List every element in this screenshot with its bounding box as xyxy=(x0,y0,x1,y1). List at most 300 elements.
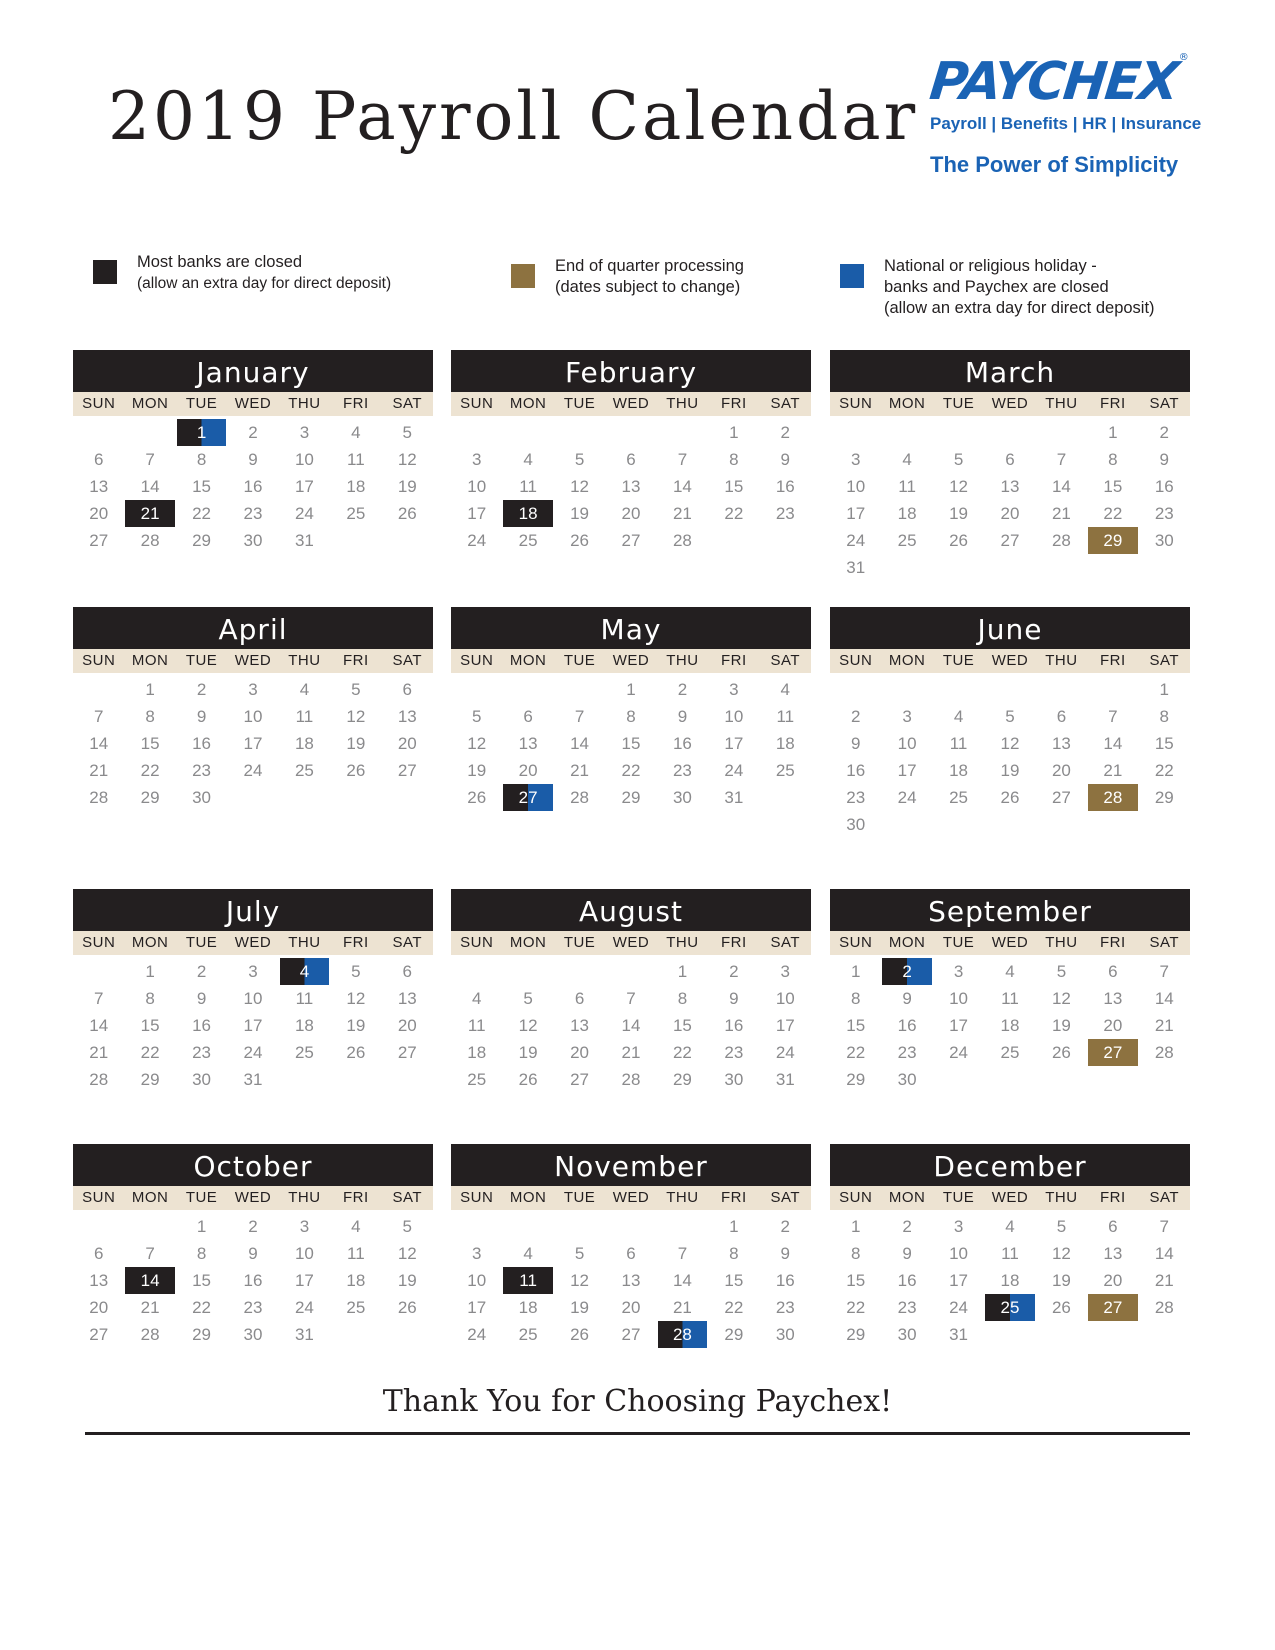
weekday-label: MON xyxy=(509,652,547,669)
day: 22 xyxy=(1154,761,1174,780)
day: 12 xyxy=(467,734,487,753)
month-may xyxy=(451,607,811,811)
empty-cell xyxy=(125,1213,174,1240)
empty-cell xyxy=(74,676,123,703)
day: 21 xyxy=(89,1043,109,1062)
day: 22 xyxy=(846,1043,866,1062)
day-holiday: 28 xyxy=(658,1321,707,1348)
day: 30 xyxy=(192,1070,212,1089)
empty-cell xyxy=(831,419,880,446)
weekday-label: TUE xyxy=(185,1189,218,1206)
day: 10 xyxy=(294,450,314,469)
day: 21 xyxy=(1154,1016,1174,1035)
day: 15 xyxy=(192,1271,212,1290)
day: 18 xyxy=(346,1271,366,1290)
day: 30 xyxy=(192,788,212,807)
day: 10 xyxy=(467,1271,487,1290)
day: 1 xyxy=(145,962,155,981)
day: 18 xyxy=(1000,1271,1020,1290)
legend-holiday xyxy=(840,256,1155,319)
legend-holiday-line2: banks and Paychex are closed xyxy=(884,278,1109,296)
day: 25 xyxy=(897,531,917,550)
month-october xyxy=(73,1144,433,1348)
weekday-label: TUE xyxy=(942,934,975,951)
day: 4 xyxy=(523,450,533,469)
day: 24 xyxy=(846,531,866,550)
day: 30 xyxy=(775,1325,795,1344)
empty-cell xyxy=(503,1213,552,1240)
day: 1 xyxy=(626,680,636,699)
day: 22 xyxy=(724,1298,744,1317)
day: 10 xyxy=(949,989,969,1008)
day: 11 xyxy=(519,477,537,496)
weekday-label: THU xyxy=(666,934,699,951)
day: 8 xyxy=(145,707,155,726)
day: 20 xyxy=(397,1016,417,1035)
month-title: September xyxy=(830,889,1190,931)
day: 2 xyxy=(729,962,739,981)
day-holiday: 2 xyxy=(882,958,931,985)
day: 29 xyxy=(192,531,212,550)
day: 28 xyxy=(1154,1298,1174,1317)
day: 16 xyxy=(1154,477,1174,496)
day: 1 xyxy=(145,680,155,699)
day: 18 xyxy=(775,734,795,753)
day: 6 xyxy=(626,1244,636,1263)
weekday-label: SUN xyxy=(82,1189,116,1206)
day: 20 xyxy=(89,1298,109,1317)
day: 5 xyxy=(351,680,361,699)
weekday-label: SAT xyxy=(1149,652,1180,669)
day: 20 xyxy=(518,761,538,780)
day-grid xyxy=(73,1213,433,1348)
weekday-label: SUN xyxy=(82,652,116,669)
weekday-label: FRI xyxy=(343,395,369,412)
empty-cell xyxy=(452,676,501,703)
day: 21 xyxy=(89,761,109,780)
month-title: March xyxy=(830,350,1190,392)
day: 4 xyxy=(351,423,361,442)
day: 29 xyxy=(140,788,160,807)
day: 1 xyxy=(196,1217,207,1236)
day: 29 xyxy=(672,1070,692,1089)
day: 2 xyxy=(780,1217,790,1236)
day-grid xyxy=(451,958,811,1093)
day-grid xyxy=(73,419,433,554)
day: 9 xyxy=(729,989,739,1008)
day: 20 xyxy=(621,1298,641,1317)
day: 25 xyxy=(949,788,969,807)
day: 1 xyxy=(850,962,861,981)
weekday-label: THU xyxy=(288,1189,321,1206)
day: 8 xyxy=(677,989,688,1008)
weekday-label: THU xyxy=(288,934,321,951)
day: 3 xyxy=(471,1244,482,1263)
day: 12 xyxy=(518,1016,538,1035)
day: 14 xyxy=(672,477,692,496)
weekday-header-row xyxy=(73,1186,433,1210)
day: 31 xyxy=(294,531,314,550)
day: 13 xyxy=(397,989,417,1008)
day: 28 xyxy=(672,531,692,550)
day: 4 xyxy=(902,450,912,469)
weekday-header-row xyxy=(830,931,1190,955)
legend-quarter-line2: (dates subject to change) xyxy=(555,278,741,296)
day-grid xyxy=(451,419,811,554)
weekday-label: MON xyxy=(888,395,926,412)
legend-holiday-line1: National or religious holiday - xyxy=(884,257,1097,275)
day: 28 xyxy=(1051,531,1071,550)
weekday-label: SAT xyxy=(770,395,801,412)
weekday-label: THU xyxy=(288,652,321,669)
day: 26 xyxy=(397,1298,417,1317)
empty-cell xyxy=(934,419,983,446)
day: 27 xyxy=(621,531,641,550)
day: 21 xyxy=(672,504,692,523)
day: 5 xyxy=(574,450,585,469)
day: 31 xyxy=(846,558,866,577)
month-title: February xyxy=(451,350,811,392)
weekday-label: MON xyxy=(888,652,926,669)
day: 23 xyxy=(672,761,692,780)
day: 30 xyxy=(243,1325,263,1344)
weekday-header-row xyxy=(451,931,811,955)
day: 21 xyxy=(1051,504,1071,523)
day: 12 xyxy=(397,450,417,469)
day: 26 xyxy=(570,1325,590,1344)
day: 8 xyxy=(729,450,739,469)
day: 27 xyxy=(397,761,417,780)
day: 15 xyxy=(1154,734,1174,753)
weekday-label: FRI xyxy=(1100,1189,1126,1206)
day: 10 xyxy=(775,989,795,1008)
empty-cell xyxy=(606,1213,655,1240)
day: 16 xyxy=(897,1271,917,1290)
day: 29 xyxy=(846,1070,866,1089)
day: 25 xyxy=(294,1043,314,1062)
day-holiday: 4 xyxy=(280,958,329,985)
day: 12 xyxy=(1000,734,1020,753)
weekday-label: WED xyxy=(234,652,272,669)
weekday-label: TUE xyxy=(563,1189,596,1206)
day: 13 xyxy=(518,734,538,753)
day: 7 xyxy=(677,450,688,469)
day: 11 xyxy=(898,477,916,496)
day: 3 xyxy=(471,450,482,469)
weekday-label: SAT xyxy=(392,1189,423,1206)
day: 3 xyxy=(299,1217,310,1236)
day: 21 xyxy=(140,1298,160,1317)
day: 29 xyxy=(846,1325,866,1344)
month-title: June xyxy=(830,607,1190,649)
day: 2 xyxy=(196,680,207,699)
day: 11 xyxy=(295,989,314,1008)
day: 21 xyxy=(570,761,590,780)
day: 26 xyxy=(570,531,590,550)
empty-cell xyxy=(555,676,604,703)
day: 18 xyxy=(467,1043,487,1062)
empty-cell xyxy=(74,958,123,985)
weekday-label: THU xyxy=(1045,1189,1078,1206)
day: 16 xyxy=(192,1016,212,1035)
day: 10 xyxy=(846,477,866,496)
day-closed: 21 xyxy=(125,500,174,527)
day: 14 xyxy=(1154,1244,1174,1263)
weekday-label: WED xyxy=(991,934,1029,951)
day: 7 xyxy=(145,1244,155,1263)
day: 17 xyxy=(949,1016,969,1035)
weekday-label: FRI xyxy=(1100,395,1126,412)
weekday-label: FRI xyxy=(343,652,369,669)
day-grid xyxy=(830,1213,1190,1348)
footer-thank-you: Thank You for Choosing Paychex! xyxy=(382,1384,893,1419)
month-june xyxy=(830,607,1190,838)
day: 19 xyxy=(346,734,366,753)
day: 14 xyxy=(570,734,590,753)
day: 2 xyxy=(902,1217,912,1236)
weekday-label: THU xyxy=(1045,395,1078,412)
day: 14 xyxy=(89,1016,109,1035)
weekday-label: MON xyxy=(509,1189,547,1206)
day: 28 xyxy=(89,1070,109,1089)
empty-cell xyxy=(555,419,604,446)
weekday-label: MON xyxy=(131,1189,169,1206)
day: 6 xyxy=(402,962,412,981)
day: 16 xyxy=(724,1016,744,1035)
weekday-label: FRI xyxy=(343,1189,369,1206)
empty-cell xyxy=(452,419,501,446)
day: 17 xyxy=(897,761,917,780)
weekday-label: FRI xyxy=(1100,652,1126,669)
weekday-label: FRI xyxy=(1100,934,1126,951)
weekday-label: FRI xyxy=(721,934,747,951)
day: 8 xyxy=(145,989,155,1008)
day: 23 xyxy=(1154,504,1174,523)
weekday-label: SUN xyxy=(82,934,116,951)
month-august xyxy=(451,889,811,1093)
day: 13 xyxy=(397,707,417,726)
month-title: November xyxy=(451,1144,811,1186)
empty-cell xyxy=(452,958,501,985)
day: 3 xyxy=(953,962,964,981)
day: 22 xyxy=(672,1043,692,1062)
day: 10 xyxy=(724,707,744,726)
weekday-label: WED xyxy=(612,1189,650,1206)
day: 4 xyxy=(351,1217,361,1236)
empty-cell xyxy=(606,419,655,446)
day: 15 xyxy=(846,1016,866,1035)
weekday-label: SUN xyxy=(460,652,494,669)
day: 21 xyxy=(621,1043,641,1062)
day: 15 xyxy=(140,734,160,753)
day: 9 xyxy=(780,450,790,469)
day: 27 xyxy=(89,531,109,550)
day: 20 xyxy=(570,1043,590,1062)
day: 6 xyxy=(626,450,636,469)
day-grid xyxy=(451,1213,811,1348)
day: 29 xyxy=(1154,788,1174,807)
day: 27 xyxy=(1000,531,1020,550)
day: 7 xyxy=(93,989,104,1008)
weekday-label: MON xyxy=(888,934,926,951)
weekday-label: FRI xyxy=(721,1189,747,1206)
day: 30 xyxy=(1154,531,1174,550)
legend-closed-line1: Most banks are closed xyxy=(137,253,303,271)
day: 10 xyxy=(243,989,263,1008)
day: 24 xyxy=(243,761,263,780)
weekday-label: TUE xyxy=(563,652,596,669)
day-quarter: 27 xyxy=(1088,1039,1137,1066)
empty-cell xyxy=(606,958,655,985)
month-title: October xyxy=(73,1144,433,1186)
day: 12 xyxy=(346,989,366,1008)
empty-cell xyxy=(503,676,552,703)
day-grid xyxy=(830,676,1190,838)
day: 8 xyxy=(1108,450,1118,469)
day: 14 xyxy=(1154,989,1174,1008)
day: 26 xyxy=(1000,788,1020,807)
day: 11 xyxy=(776,707,795,726)
day: 27 xyxy=(1051,788,1071,807)
weekday-label: TUE xyxy=(563,934,596,951)
day-closed: 11 xyxy=(503,1267,552,1294)
day: 7 xyxy=(626,989,636,1008)
day: 26 xyxy=(467,788,487,807)
weekday-label: SUN xyxy=(839,934,873,951)
day: 31 xyxy=(775,1070,795,1089)
day: 3 xyxy=(850,450,861,469)
empty-cell xyxy=(882,419,931,446)
day: 4 xyxy=(953,707,964,726)
weekday-label: WED xyxy=(991,1189,1029,1206)
day-holiday: 27 xyxy=(503,784,552,811)
day: 26 xyxy=(346,761,366,780)
day: 8 xyxy=(850,989,861,1008)
day: 22 xyxy=(192,504,212,523)
day: 13 xyxy=(621,1271,641,1290)
day: 12 xyxy=(346,707,366,726)
day: 13 xyxy=(621,477,641,496)
day: 10 xyxy=(949,1244,969,1263)
day: 7 xyxy=(1056,450,1067,469)
day: 25 xyxy=(294,761,314,780)
day: 18 xyxy=(897,504,917,523)
month-september xyxy=(830,889,1190,1093)
day: 11 xyxy=(347,450,365,469)
logo-wordmark: PAYCHEX xyxy=(926,52,1180,112)
day-grid xyxy=(73,958,433,1093)
day: 9 xyxy=(780,1244,790,1263)
weekday-label: SAT xyxy=(392,652,423,669)
weekday-label: TUE xyxy=(942,395,975,412)
month-july xyxy=(73,889,433,1093)
day: 15 xyxy=(1103,477,1123,496)
day: 23 xyxy=(243,1298,263,1317)
day: 20 xyxy=(397,734,417,753)
day: 8 xyxy=(850,1244,861,1263)
day: 16 xyxy=(775,477,795,496)
day: 14 xyxy=(89,734,109,753)
day: 21 xyxy=(672,1298,692,1317)
weekday-label: SUN xyxy=(460,395,494,412)
weekday-label: SAT xyxy=(1149,1189,1180,1206)
logo-registered-mark: ® xyxy=(1178,52,1189,63)
day: 8 xyxy=(196,450,207,469)
day: 7 xyxy=(1159,962,1169,981)
weekday-label: TUE xyxy=(185,395,218,412)
day: 16 xyxy=(775,1271,795,1290)
day: 1 xyxy=(729,423,739,442)
day: 19 xyxy=(570,504,590,523)
weekday-label: WED xyxy=(612,395,650,412)
day: 17 xyxy=(846,504,866,523)
day: 19 xyxy=(397,477,417,496)
day: 4 xyxy=(780,680,790,699)
day: 29 xyxy=(192,1325,212,1344)
weekday-label: MON xyxy=(509,934,547,951)
day: 30 xyxy=(243,531,263,550)
day: 14 xyxy=(1051,477,1071,496)
day: 17 xyxy=(243,1016,263,1035)
day: 25 xyxy=(467,1070,487,1089)
day: 31 xyxy=(949,1325,969,1344)
day: 11 xyxy=(1001,989,1019,1008)
day: 12 xyxy=(1051,989,1071,1008)
day: 28 xyxy=(89,788,109,807)
day: 29 xyxy=(621,788,641,807)
day: 23 xyxy=(897,1043,917,1062)
day: 1 xyxy=(1108,423,1118,442)
day: 25 xyxy=(346,504,366,523)
day: 26 xyxy=(949,531,969,550)
day: 28 xyxy=(140,531,160,550)
day: 6 xyxy=(93,450,104,469)
weekday-label: TUE xyxy=(942,1189,975,1206)
day: 24 xyxy=(949,1043,969,1062)
day: 23 xyxy=(243,504,263,523)
day: 15 xyxy=(672,1016,692,1035)
month-title: April xyxy=(73,607,433,649)
day: 19 xyxy=(467,761,487,780)
day: 5 xyxy=(402,423,412,442)
day: 27 xyxy=(570,1070,590,1089)
weekday-label: SAT xyxy=(770,1189,801,1206)
day: 18 xyxy=(294,1016,314,1035)
weekday-label: SUN xyxy=(839,395,873,412)
day: 8 xyxy=(196,1244,207,1263)
day: 29 xyxy=(140,1070,160,1089)
day-quarter: 28 xyxy=(1088,784,1137,811)
empty-cell xyxy=(658,419,707,446)
day: 23 xyxy=(846,788,866,807)
empty-cell xyxy=(985,676,1034,703)
day: 30 xyxy=(846,815,866,834)
empty-cell xyxy=(74,419,123,446)
day: 10 xyxy=(243,707,263,726)
day: 26 xyxy=(518,1070,538,1089)
day: 19 xyxy=(397,1271,417,1290)
day: 13 xyxy=(89,477,109,496)
day: 8 xyxy=(729,1244,739,1263)
weekday-label: MON xyxy=(131,395,169,412)
day: 5 xyxy=(574,1244,585,1263)
empty-cell xyxy=(1037,676,1086,703)
day: 4 xyxy=(471,989,482,1008)
day: 16 xyxy=(897,1016,917,1035)
day: 23 xyxy=(775,1298,795,1317)
day: 18 xyxy=(346,477,366,496)
weekday-label: THU xyxy=(288,395,321,412)
